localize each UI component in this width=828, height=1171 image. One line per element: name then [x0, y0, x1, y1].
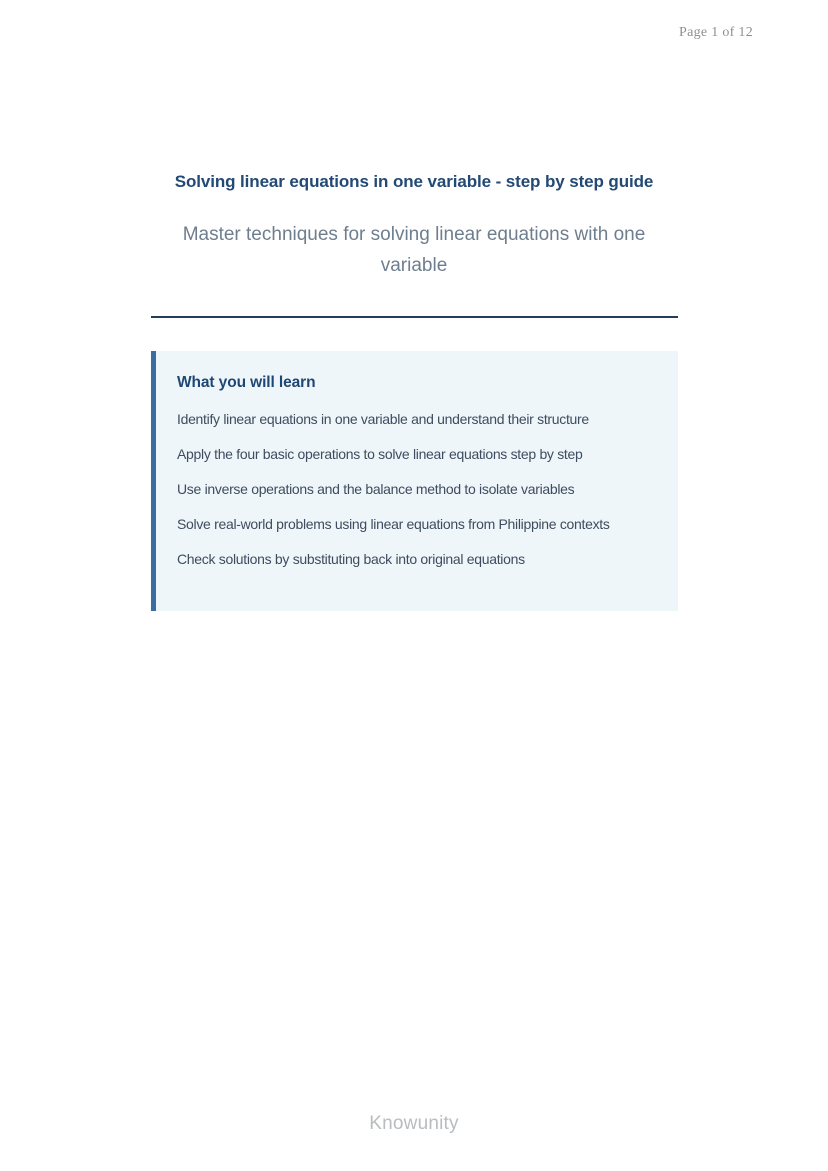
knowunity-logo: Knowunity	[369, 1113, 459, 1134]
document-subtitle: Master techniques for solving linear equations with one variable	[182, 224, 646, 276]
page-indicator: Page 1 of 12	[679, 25, 753, 40]
list-item: Identify linear equations in one variable and understand their structure	[177, 411, 589, 427]
accent-bar	[151, 351, 156, 611]
list-item: Use inverse operations and the balance method to isolate variables	[177, 481, 575, 497]
list-item: Apply the four basic operations to solve linear equations step by step	[177, 446, 583, 462]
what-you-will-learn-box	[151, 351, 678, 611]
divider-line	[151, 316, 678, 318]
list-item: Check solutions by substituting back into original equations	[177, 551, 525, 567]
document-title: Solving linear equations in one variable - step by step guide	[174, 172, 654, 191]
learn-box-content	[151, 351, 678, 569]
learn-objectives-list	[177, 409, 674, 569]
learn-box-heading: What you will learn	[177, 374, 316, 391]
list-item: Solve real-world problems using linear equations from Philippine contexts	[177, 516, 610, 532]
